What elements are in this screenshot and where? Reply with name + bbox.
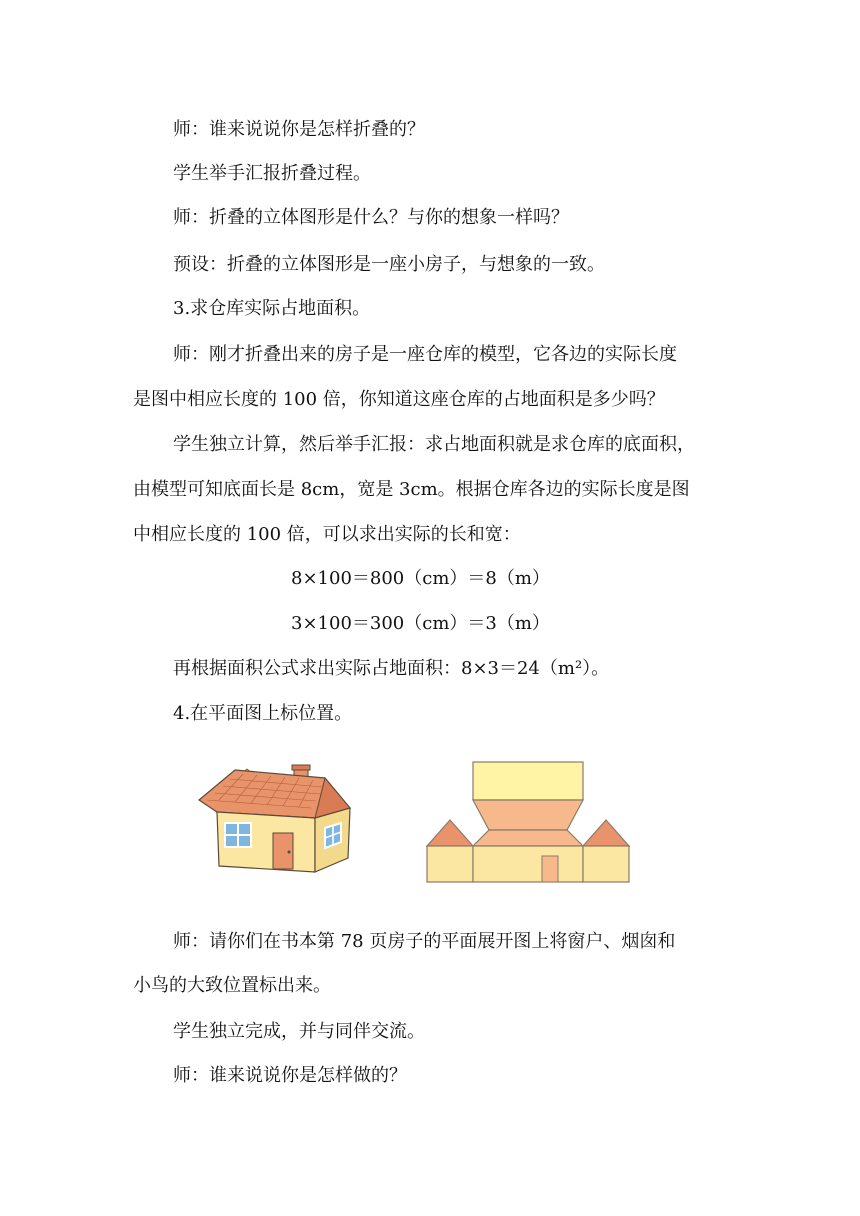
paragraph: 师：请你们在书本第 78 页房子的平面展开图上将窗户、烟囱和: [173, 931, 676, 952]
paragraph: 学生独立完成，并与同伴交流。: [173, 1021, 425, 1042]
paragraph: 学生独立计算，然后举手汇报：求占地面积就是求仓库的底面积，: [173, 434, 695, 455]
house-net-diagram: [425, 760, 665, 885]
paragraph: 预设：折叠的立体图形是一座小房子，与想象的一致。: [173, 254, 605, 275]
equation: 8×100＝800（cm）＝8（m）: [291, 568, 550, 589]
paragraph: 中相应长度的 100 倍，可以求出实际的长和宽：: [133, 524, 521, 545]
equation: 3×100＝300（cm）＝3（m）: [291, 613, 550, 634]
paragraph: 小鸟的大致位置标出来。: [133, 975, 331, 996]
paragraph: 再根据面积公式求出实际占地面积：8×3＝24（m²）。: [173, 658, 610, 679]
paragraph: 由模型可知底面长是 8cm，宽是 3cm。根据仓库各边的实际长度是图: [133, 479, 690, 500]
paragraph: 是图中相应长度的 100 倍，你知道这座仓库的占地面积是多少吗？: [133, 389, 665, 410]
paragraph: 师：谁来说说你是怎样做的？: [173, 1065, 407, 1086]
paragraph: 师：谁来说说你是怎样折叠的？: [173, 119, 425, 140]
paragraph: 学生举手汇报折叠过程。: [173, 163, 371, 184]
house-illustration: [195, 760, 365, 885]
section-heading: 4.在平面图上标位置。: [173, 703, 353, 724]
paragraph: 师：折叠的立体图形是什么？与你的想象一样吗？: [173, 207, 569, 228]
paragraph: 师：刚才折叠出来的房子是一座仓库的模型，它各边的实际长度: [173, 344, 677, 365]
section-heading: 3.求仓库实际占地面积。: [173, 298, 371, 319]
house-figure: [195, 760, 755, 885]
